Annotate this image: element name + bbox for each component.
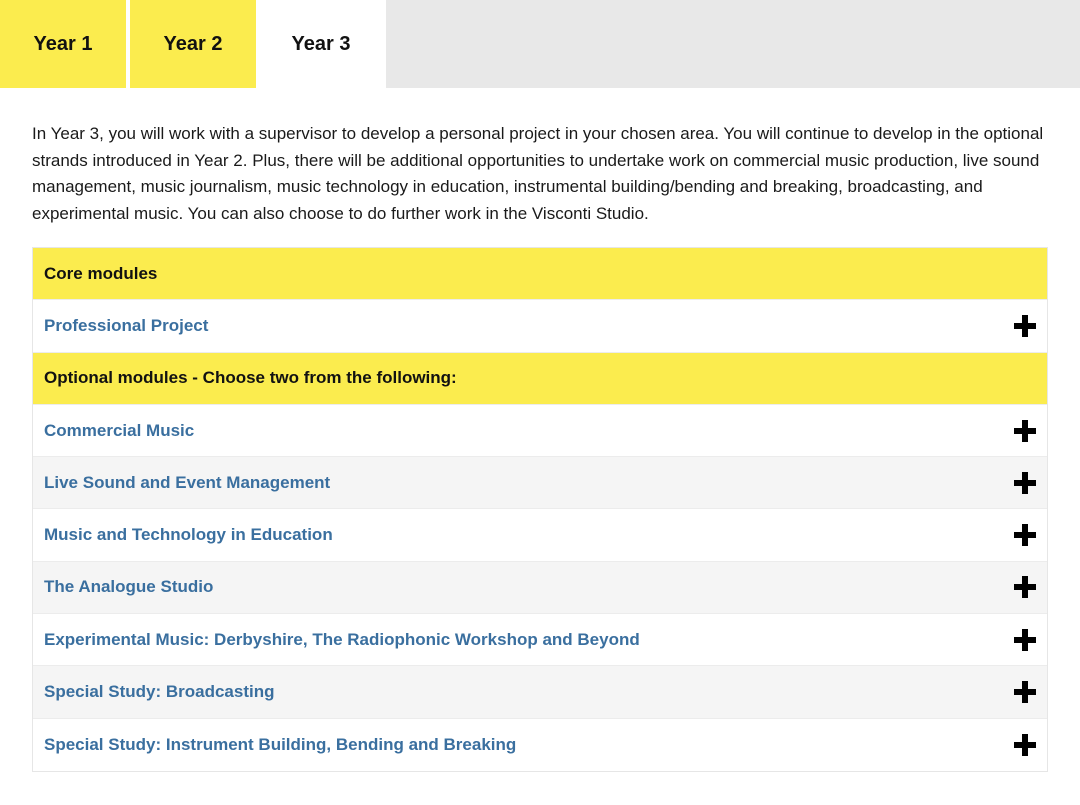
module-row-special-study-broadcasting[interactable] bbox=[33, 666, 1047, 718]
module-label[interactable]: Professional Project bbox=[44, 315, 209, 335]
plus-icon[interactable] bbox=[1014, 420, 1036, 442]
module-label[interactable]: Commercial Music bbox=[44, 420, 195, 440]
module-row-special-study-instrument-building[interactable] bbox=[33, 719, 1047, 771]
plus-icon[interactable] bbox=[1014, 629, 1036, 651]
plus-icon[interactable] bbox=[1014, 576, 1036, 598]
module-row-analogue-studio[interactable] bbox=[33, 562, 1047, 614]
module-row-live-sound[interactable] bbox=[33, 457, 1047, 509]
tab-year-3[interactable]: Year 3 bbox=[256, 0, 386, 88]
plus-icon[interactable] bbox=[1014, 315, 1036, 337]
modules-table bbox=[32, 247, 1048, 772]
core-modules-heading-label: Core modules bbox=[44, 263, 158, 283]
module-label[interactable]: Special Study: Instrument Building, Bending and Breaking bbox=[44, 734, 517, 754]
module-label[interactable]: Live Sound and Event Management bbox=[44, 472, 331, 492]
module-row-experimental-music[interactable] bbox=[33, 614, 1047, 666]
plus-icon[interactable] bbox=[1014, 734, 1036, 756]
tab-year-2[interactable]: Year 2 bbox=[130, 0, 256, 88]
plus-icon[interactable] bbox=[1014, 681, 1036, 703]
module-label[interactable]: Music and Technology in Education bbox=[44, 525, 333, 545]
module-row-commercial-music[interactable] bbox=[33, 405, 1047, 457]
core-modules-heading bbox=[33, 248, 1047, 300]
year-tabs bbox=[0, 0, 1080, 88]
optional-modules-heading bbox=[33, 353, 1047, 405]
plus-icon[interactable] bbox=[1014, 472, 1036, 494]
module-row-music-technology-education[interactable] bbox=[33, 509, 1047, 561]
tab-bar-filler bbox=[386, 0, 1080, 88]
tab-year-1[interactable]: Year 1 bbox=[0, 0, 126, 88]
optional-modules-heading-label: Optional modules - Choose two from the following: bbox=[44, 368, 457, 388]
module-row-professional-project[interactable] bbox=[33, 300, 1047, 352]
plus-icon[interactable] bbox=[1014, 524, 1036, 546]
module-label[interactable]: Special Study: Broadcasting bbox=[44, 682, 275, 702]
module-label[interactable]: The Analogue Studio bbox=[44, 577, 214, 597]
year-3-intro-text: In Year 3, you will work with a supervisor to develop a personal project in your chosen area. You will continue to develop in the optional strands introduced in Year 2. Plus, there will be additional opportunities to undertake work on commercial music production, live sound management, music journalism, music technology in education, instrumental building/bending and breaking, broadcasting, and experimental music. You can also choose to do further work in the Visconti Studio. bbox=[32, 124, 1044, 223]
module-label[interactable]: Experimental Music: Derbyshire, The Radiophonic Workshop and Beyond bbox=[44, 629, 640, 649]
